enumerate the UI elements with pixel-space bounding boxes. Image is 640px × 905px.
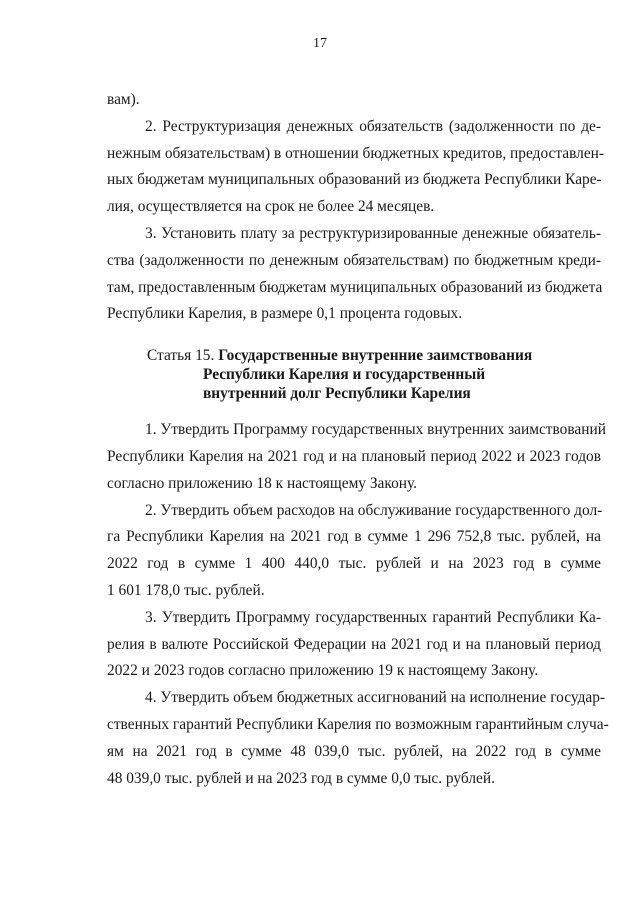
text-line: согласно приложению 18 к настоящему Закону. bbox=[107, 474, 418, 492]
text-line: 2. Утвердить объем расходов на обслуживание государственного дол- bbox=[145, 501, 603, 519]
text-line: нежным обязательствам) в отношении бюджетных кредитов, предоставлен- bbox=[107, 144, 605, 162]
text-line: лия, осуществляется на срок не более 24 месяцев. bbox=[107, 198, 435, 216]
text-line: ям на 2021 год в сумме 48 039,0 тыс. рублей, на 2022 год в сумме bbox=[107, 742, 601, 760]
text-line: там, предоставленным бюджетам муниципальных образований из бюджета bbox=[107, 278, 603, 296]
article-number: Статья 15. bbox=[147, 347, 215, 365]
text-line: ных бюджетам муниципальных образований из бюджета Республики Каре- bbox=[107, 171, 602, 189]
paragraph-continuation bbox=[107, 87, 601, 114]
text-line: релия в валюте Российской Федерации на 2021 год и на плановый период bbox=[107, 635, 601, 653]
text-line: 1 601 178,0 тыс. рублей. bbox=[107, 581, 265, 599]
paragraph-fee bbox=[107, 221, 601, 328]
article-heading-line bbox=[107, 346, 601, 365]
text-line: 48 039,0 тыс. рублей и на 2023 год в сумме 0,0 тыс. рублей. bbox=[107, 769, 495, 787]
text-line: 2022 и 2023 годов согласно приложению 19 к настоящему Закону. bbox=[107, 662, 539, 680]
article-heading bbox=[107, 346, 601, 403]
paragraph-restructuring bbox=[107, 114, 605, 221]
page-number: 17 bbox=[313, 36, 327, 51]
text-line: 2. Реструктуризация денежных обязательств (задолженности по де- bbox=[145, 117, 601, 135]
article-paragraph-1 bbox=[107, 417, 606, 497]
document-body bbox=[107, 87, 609, 792]
text-line: Республики Карелия, в размере 0,1 процента годовых. bbox=[107, 305, 463, 323]
text-line: га Республики Карелия на 2021 год в сумме 1 296 752,8 тыс. рублей, на bbox=[107, 528, 601, 546]
text-line: 2022 год в сумме 1 400 440,0 тыс. рублей и на 2023 год в сумме bbox=[107, 555, 601, 573]
text-line: 3. Утвердить Программу государственных гарантий Республики Ка- bbox=[145, 608, 601, 626]
text-line: ственных гарантий Республики Карелия по возможным гарантийным случа- bbox=[107, 715, 609, 733]
article-paragraph-2 bbox=[107, 498, 601, 605]
text-line: 1. Утвердить Программу государственных внутренних заимствований bbox=[145, 421, 606, 439]
text-line: Республики Карелия на 2021 год и на плановый период 2022 и 2023 годов bbox=[107, 447, 601, 465]
article-paragraph-4 bbox=[107, 685, 609, 792]
article-title-line: внутренний долг Республики Карелия bbox=[203, 385, 471, 403]
article-title-line: Государственные внутренние заимствования bbox=[218, 347, 533, 365]
article-paragraph-3 bbox=[107, 605, 601, 685]
article-title-line: Республики Карелия и государственный bbox=[203, 366, 486, 384]
text-line: ства (задолженности по денежным обязательствам) по бюджетным креди- bbox=[107, 251, 601, 269]
text-line: 3. Установить плату за реструктуризированные денежные обязатель- bbox=[145, 224, 601, 242]
text-line: 4. Утвердить объем бюджетных ассигнований на исполнение государ- bbox=[145, 689, 606, 707]
text-line: вам). bbox=[107, 91, 140, 108]
